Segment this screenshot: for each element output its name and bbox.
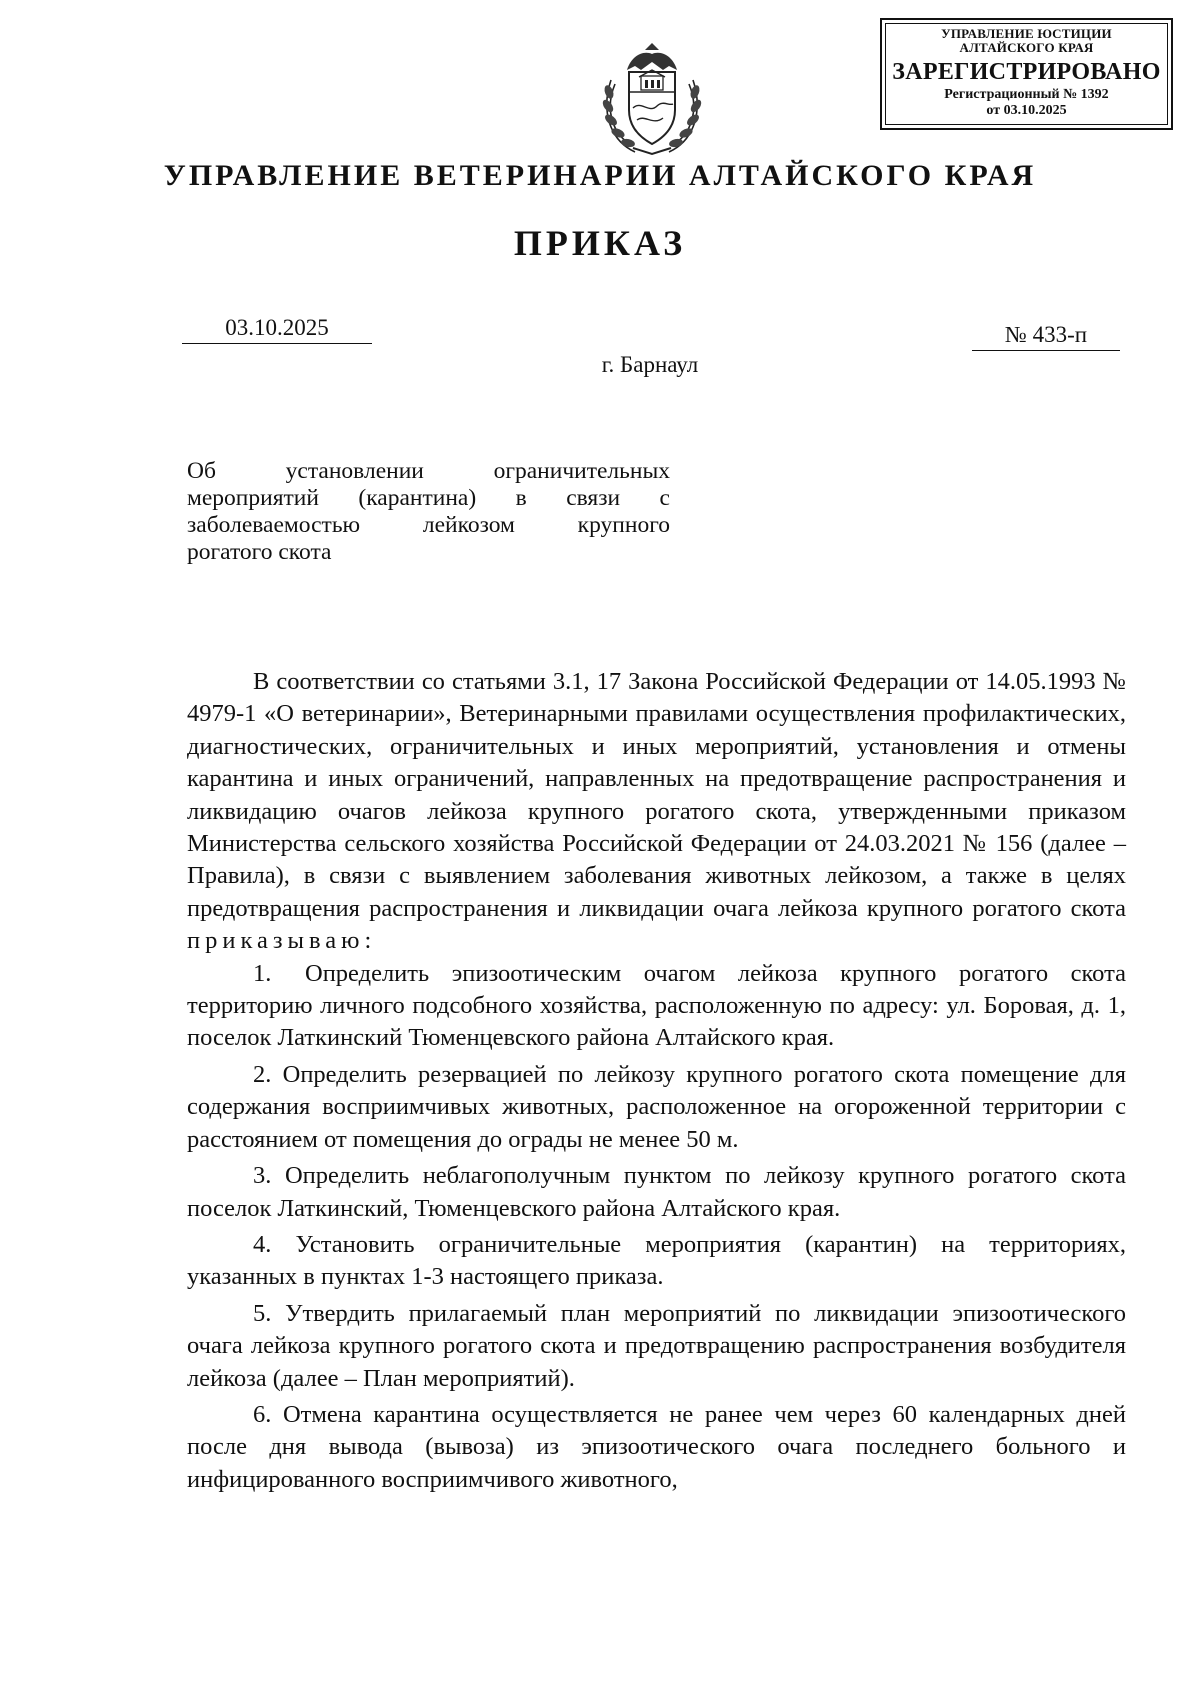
order-item-6-number: 6. bbox=[253, 1400, 272, 1428]
order-item-1-text: Определить эпизоотическим очагом лейкоза крупного рогатого скота территорию личного подсобного хозяйства, расположенную по адресу: ул. Боровая, д. 1, поселок Латкинский Тюменцевского района Алтайского края. bbox=[187, 959, 1126, 1052]
document-type-title: ПРИКАЗ bbox=[513, 223, 687, 263]
order-number: № 433-п bbox=[972, 320, 1120, 351]
order-item-1 bbox=[187, 958, 1126, 1055]
order-preamble bbox=[187, 666, 1126, 958]
order-item-3-number: 3. bbox=[253, 1162, 272, 1190]
registration-stamp bbox=[880, 18, 1173, 130]
agency-title: УПРАВЛЕНИЕ ВЕТЕРИНАРИИ АЛТАЙСКОГО КРАЯ bbox=[163, 159, 1037, 192]
order-item-2-number: 2. bbox=[253, 1060, 272, 1088]
stamp-org-line2: АЛТАЙСКОГО КРАЯ bbox=[959, 40, 1094, 55]
order-item-4-number: 4. bbox=[253, 1230, 272, 1258]
order-item-4-text: Установить ограничительные мероприятия (карантин) на территориях, указанных в пунктах 1-3 настоящего приказа. bbox=[187, 1230, 1127, 1291]
order-subject-text: Об установлении ограничительных мероприятий (карантина) в связи с заболеваемостью лейкозом крупного bbox=[187, 458, 670, 538]
order-city: г. Барнаул bbox=[601, 352, 699, 377]
stamp-status: ЗАРЕГИСТРИРОВАНО bbox=[892, 59, 1161, 85]
coat-of-arms-emblem bbox=[597, 40, 707, 158]
order-item-6 bbox=[187, 1399, 1126, 1496]
order-subject-last-line: рогатого скота bbox=[187, 539, 332, 565]
order-item-2-text: Определить резервацией по лейкозу крупного рогатого скота помещение для содержания восприимчивых животных, расположенное на огороженной территории с расстоянием от помещения до ограды не менее 50 м. bbox=[187, 1060, 1126, 1153]
order-word: приказываю: bbox=[187, 927, 377, 955]
order-item-5-text: Утвердить прилагаемый план мероприятий по ликвидации эпизоотического очага лейкоза крупного рогатого скота и предотвращению распространения возбудителя лейкоза (далее – План мероприятий). bbox=[187, 1299, 1127, 1392]
stamp-reg-number: Регистрационный № 1392 bbox=[944, 87, 1109, 102]
stamp-org-line1: УПРАВЛЕНИЕ ЮСТИЦИИ bbox=[941, 26, 1112, 41]
order-item-3-text: Определить неблагополучным пунктом по лейкозу крупного рогатого скота поселок Латкинский, Тюменцевского района Алтайского края. bbox=[187, 1162, 1126, 1222]
preamble-text: В соответствии со статьями 3.1, 17 Закона Российской Федерации от 14.05.1993 № 4979-1 «О ветеринарии», Ветеринарными правилами осуществления профилактических, диагностических, ограничительных и иных мероприятий, установления и отмены карантина и иных ограничений, направленных на предотвращение распространения и ликвидацию очагов лейкоза крупного рогатого скота, утвержденными приказом Министерства сельского хозяйства Российской Федерации от 24.03.2021 № 156 (далее – Правила), в связи с выявлением заболевания животных лейкозом, а также в целях предотвращения распространения и ликвидации очага лейкоза крупного рогатого скота bbox=[187, 668, 1126, 922]
order-item-5 bbox=[187, 1298, 1126, 1395]
order-item-4 bbox=[187, 1229, 1126, 1294]
order-item-1-number: 1. bbox=[253, 959, 272, 987]
order-subject bbox=[187, 458, 670, 566]
order-item-6-text: Отмена карантина осуществляется не ранее чем через 60 календарных дней после дня вывода (вывоза) из эпизоотического очага последнего больного и инфицированного восприимчивого животного, bbox=[187, 1400, 1126, 1493]
stamp-reg-date: от 03.10.2025 bbox=[986, 103, 1067, 118]
registration-stamp-inner bbox=[885, 23, 1168, 125]
order-item-3 bbox=[187, 1160, 1126, 1225]
order-date: 03.10.2025 bbox=[182, 313, 372, 344]
order-item-5-number: 5. bbox=[253, 1299, 272, 1327]
order-item-2 bbox=[187, 1059, 1126, 1156]
order-body bbox=[187, 666, 1126, 1496]
